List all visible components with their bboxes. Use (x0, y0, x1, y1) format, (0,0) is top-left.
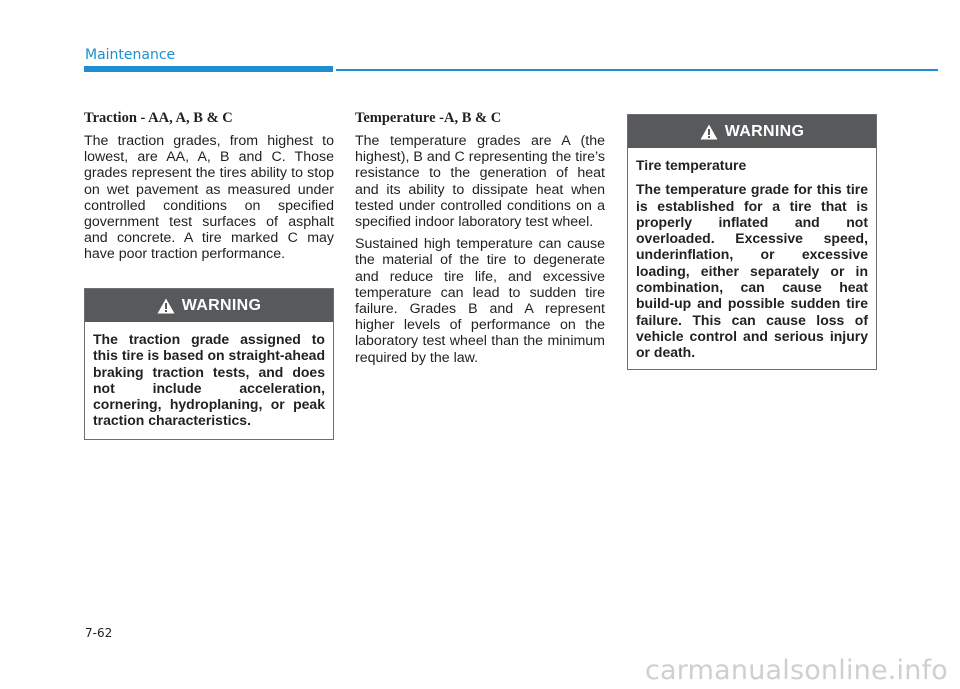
traction-paragraph: The traction grades, from highest to lowest, are AA, A, B and C. Those grades represent the tires ability to stop on wet pavement as measured under controlled conditions on specified government test surfaces of asphalt and concrete. A tire marked C may have poor traction performance. (84, 133, 334, 263)
temperature-column (355, 110, 605, 372)
warning-header (628, 115, 876, 148)
temperature-paragraph-1: The temperature grades are A (the highest), B and C representing the tire’s resistance to the generation of heat and its ability to dissipate heat when tested under controlled conditions on a specified indoor laboratory test wheel. (355, 133, 605, 231)
watermark: carmanualsonline.info (645, 655, 948, 686)
warning-header (85, 289, 333, 322)
temperature-paragraph-2: Sustained high temperature can cause the material of the tire to degenerate and reduce tire life, and excessive temperature can lead to sudden tire failure. Grades B and A represent higher levels of performance on the laboratory test wheel than the minimum required by the law. (355, 236, 605, 366)
header-rule-thick (84, 66, 333, 72)
traction-warning-box (84, 288, 334, 440)
section-title: Maintenance (85, 47, 176, 63)
traction-heading: Traction - AA, A, B & C (84, 110, 233, 126)
header-rule-thin (336, 69, 938, 71)
temperature-warning-box (627, 114, 877, 370)
page-number: 7-62 (85, 626, 113, 640)
warning-text: The traction grade assigned to this tire is based on straight-ahead braking traction tests, and does not include acceleration, cornering, hydroplaning, or peak traction characteristics. (93, 331, 325, 429)
temperature-heading: Temperature -A, B & C (355, 110, 502, 126)
warning-subtitle: Tire temperature (636, 157, 747, 173)
traction-column (84, 110, 334, 269)
warning-body (85, 322, 333, 429)
warning-triangle-icon (700, 124, 718, 140)
warning-triangle-icon (157, 298, 175, 314)
warning-body (628, 148, 876, 361)
warning-text: The temperature grade for this tire is established for a tire that is properly inflated and not overloaded. Excessive speed, underinflation, or excessive loading, either separately or in combination, can cause heat build-up and possible sudden tire failure. This can cause loss of vehicle control and serious injury or death. (636, 181, 868, 361)
warning-title: WARNING (181, 296, 262, 314)
warning-title: WARNING (724, 122, 805, 140)
